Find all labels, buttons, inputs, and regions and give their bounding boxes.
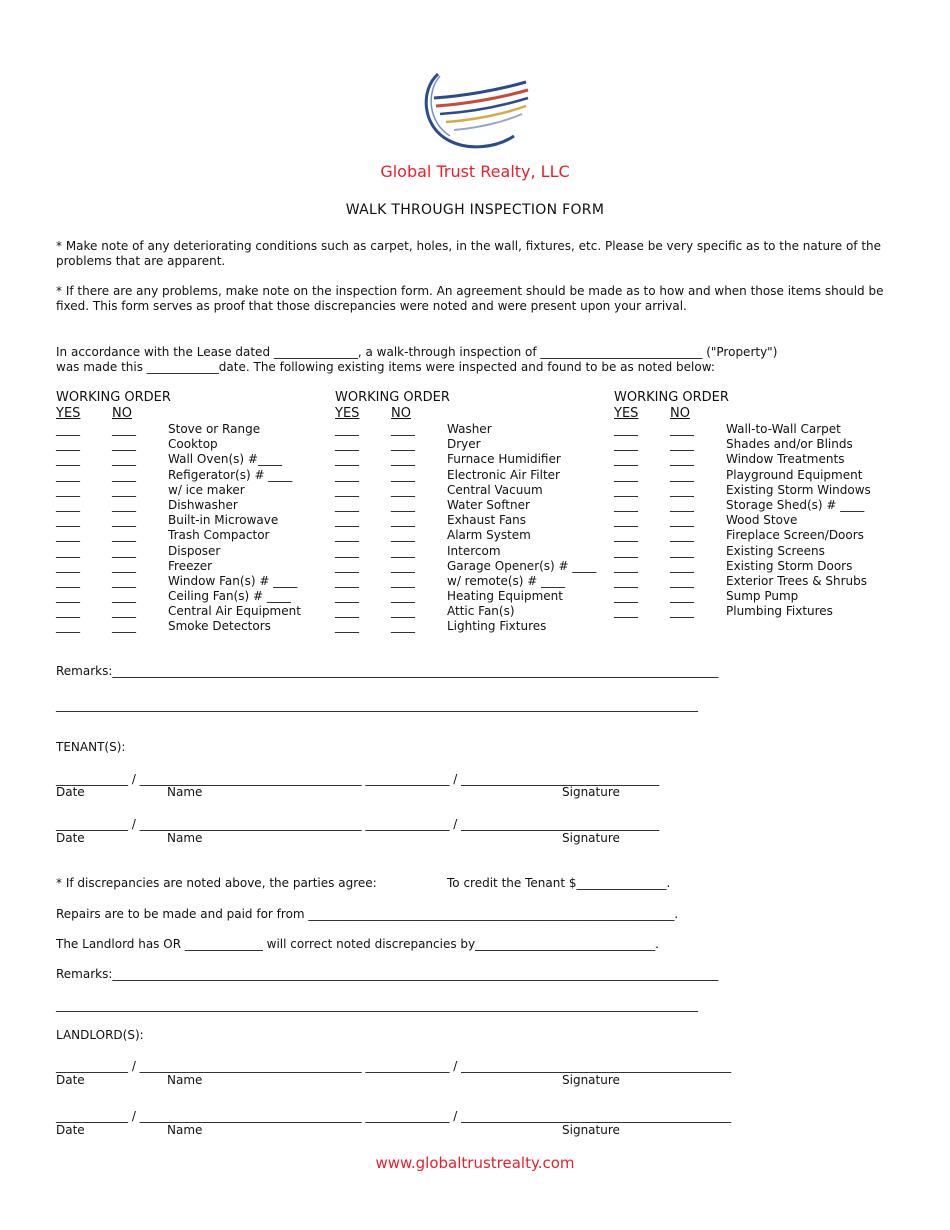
checklist-item [614,437,894,452]
no-blank[interactable]: ____ [112,604,136,619]
working-order-heading: WORKING ORDER [56,390,171,405]
checklist-item [56,528,336,543]
landlord-signature-label: Signature [562,1073,620,1087]
company-name: Global Trust Realty, LLC [380,162,570,181]
checklist-item [56,619,336,634]
remarks-line[interactable]: Remarks:_____________________________________________________________________________________________________ [56,664,719,678]
discrepancies-agreement: * If discrepancies are noted above, the parties agree: [56,876,377,890]
working-order-heading: WORKING ORDER [614,390,729,405]
checklist-item-label: Stove or Range [168,422,261,436]
yes-blank[interactable]: ____ [56,422,80,436]
checklist-item [614,513,894,528]
yes-label: YES [56,406,81,421]
yes-blank[interactable]: ____ [614,422,638,436]
no-blank[interactable]: ____ [670,573,694,588]
no-blank[interactable]: ____ [391,497,415,512]
checklist-item-label: Dishwasher [168,497,238,512]
no-blank[interactable]: ____ [391,604,415,619]
yes-blank[interactable]: ____ [56,467,80,482]
checklist-item [335,528,615,543]
intro-line-1: In accordance with the Lease dated ______________, a walk-through inspection of ___________________________ ("Property") [56,345,778,359]
checklist-item [614,452,894,467]
no-blank[interactable]: ____ [670,482,694,497]
tenant-heading: TENANT(S): [56,740,126,754]
checklist-item [56,559,336,574]
checklist-item-label: Alarm System [447,528,531,543]
checklist-item-label: Built-in Microwave [168,513,279,528]
no-blank[interactable]: ____ [112,543,136,558]
no-blank[interactable]: ____ [391,543,415,558]
checklist-item-label: Exhaust Fans [447,513,527,528]
checklist-item-label: Existing Storm Doors [726,558,853,573]
tenant-signature-line-2[interactable]: ____________ / _____________________________________ ______________ / _________________________________ [56,817,660,831]
yes-blank[interactable]: ____ [335,482,359,497]
checklist-item [335,589,615,604]
no-blank[interactable]: ____ [670,467,694,482]
yes-blank[interactable]: ____ [614,528,638,543]
yes-blank[interactable]: ____ [335,513,359,528]
checklist-item-label: Refigerator(s) # ____ [168,467,293,482]
checklist-item [614,559,894,574]
checklist-item [335,468,615,483]
checklist-item-label: Storage Shed(s) # ____ [726,497,865,512]
no-blank[interactable]: ____ [112,437,136,452]
tenant-date-label: Date [56,785,85,799]
yes-blank[interactable]: ____ [335,558,359,573]
yes-label: YES [614,406,639,421]
no-blank[interactable]: ____ [670,528,694,543]
checklist-column-3 [614,390,894,619]
checklist-item-label: Existing Screens [726,543,825,558]
yes-blank[interactable]: ____ [56,452,80,467]
checklist-item [56,589,336,604]
no-blank[interactable]: ____ [391,573,415,588]
yes-blank[interactable]: ____ [335,437,359,452]
no-blank[interactable]: ____ [670,422,694,436]
no-blank[interactable]: ____ [112,528,136,543]
checklist-item [335,619,615,634]
checklist-item [614,589,894,604]
checklist-item [56,452,336,467]
checklist-column-1 [56,390,336,635]
checklist-item-label: Dryer [447,437,481,452]
no-blank[interactable]: ____ [670,513,694,528]
no-blank[interactable]: ____ [670,589,694,604]
checklist-item [335,513,615,528]
checklist-item-label: Window Treatments [726,452,845,467]
yes-blank[interactable]: ____ [56,604,80,619]
landlord-correct-field[interactable]: The Landlord has OR _____________ will correct noted discrepancies by______________________________. [56,937,659,951]
yes-blank[interactable]: ____ [614,452,638,467]
checklist-item-label: Wall Oven(s) #____ [168,452,282,467]
working-order-heading: WORKING ORDER [335,390,450,405]
yes-blank[interactable]: ____ [614,497,638,512]
yes-blank[interactable]: ____ [56,437,80,452]
yes-blank[interactable]: ____ [614,573,638,588]
yes-blank[interactable]: ____ [335,589,359,604]
checklist-item [335,604,615,619]
no-blank[interactable]: ____ [112,619,136,634]
checklist-item-label: Central Air Equipment [168,604,301,619]
no-blank[interactable]: ____ [112,589,136,604]
checklist-item-label: Furnace Humidifier [447,452,561,467]
checklist-item [56,498,336,513]
checklist-item-label: Wood Stove [726,513,798,528]
checklist-item [335,544,615,559]
no-blank[interactable]: ____ [391,589,415,604]
checklist-item-label: Exterior Trees & Shrubs [726,573,867,588]
company-logo [416,56,536,156]
yes-blank[interactable]: ____ [335,422,359,436]
checklist-item-label: Attic Fan(s) [447,604,515,619]
checklist-item [335,483,615,498]
checklist-item-label: w/ remote(s) # ____ [447,573,566,588]
checklist-item-label: Window Fan(s) # ____ [168,573,298,588]
checklist-item [56,574,336,589]
checklist-item [56,468,336,483]
yes-blank[interactable]: ____ [614,558,638,573]
yes-blank[interactable]: ____ [335,528,359,543]
yes-blank[interactable]: ____ [614,604,638,619]
checklist-item [335,498,615,513]
yes-no-header [56,406,336,422]
note-problems-agreement: * If there are any problems, make note on the inspection form. An agreement should be made as to how and when those items should be fixed. This form serves as proof that those discrepancies were noted and were present upon your arrival. [56,284,884,313]
remarks-line-2-continued[interactable]: ___________________________________________________________________________________________________________ [56,998,698,1012]
yes-blank[interactable]: ____ [335,497,359,512]
yes-blank[interactable]: ____ [56,558,80,573]
checklist-item-label: w/ ice maker [168,482,245,497]
yes-blank[interactable]: ____ [335,573,359,588]
checklist-item-label: Fireplace Screen/Doors [726,528,864,543]
landlord-heading: LANDLORD(S): [56,1028,144,1042]
yes-blank[interactable]: ____ [614,589,638,604]
no-blank[interactable]: ____ [112,573,136,588]
landlord-date-label: Date [56,1123,85,1137]
checklist-item-label: Existing Storm Windows [726,482,871,497]
checklist-item-label: Plumbing Fixtures [726,604,833,619]
tenant-name-label: Name [167,785,203,799]
checklist-item [56,483,336,498]
landlord-signature-line-1[interactable]: ____________ / _____________________________________ ______________ / _____________________________________________ [56,1059,732,1073]
intro-line-2: was made this ____________date. The following existing items were inspected and found to be as noted below: [56,360,715,374]
checklist-item [56,604,336,619]
checklist-item [56,544,336,559]
checklist-item-label: Trash Compactor [168,528,270,543]
form-title: WALK THROUGH INSPECTION FORM [345,202,605,218]
yes-blank[interactable]: ____ [614,467,638,482]
yes-blank[interactable]: ____ [56,497,80,512]
yes-blank[interactable]: ____ [614,543,638,558]
checklist-item [56,513,336,528]
checklist-item [335,559,615,574]
no-blank[interactable]: ____ [670,558,694,573]
yes-blank[interactable]: ____ [56,528,80,543]
yes-blank[interactable]: ____ [614,437,638,452]
yes-blank[interactable]: ____ [56,573,80,588]
checklist-item-label: Smoke Detectors [168,619,271,634]
checklist-item [335,422,615,437]
no-blank[interactable]: ____ [112,513,136,528]
no-label: NO [112,406,132,421]
no-blank[interactable]: ____ [112,558,136,573]
yes-blank[interactable]: ____ [335,619,359,634]
website-link[interactable]: www.globaltrustrealty.com [375,1154,575,1172]
checklist-item-label: Freezer [168,558,213,573]
checklist-item-label: Lighting Fixtures [447,619,547,634]
note-deteriorating-conditions: * Make note of any deteriorating conditions such as carpet, holes, in the wall, fixtures, etc. Please be very specific as to the nature of the problems that are apparent. [56,239,882,268]
no-blank[interactable]: ____ [670,452,694,467]
yes-blank[interactable]: ____ [56,619,80,634]
checklist-item-label: Central Vacuum [447,482,543,497]
tenant-signature-label: Signature [562,831,620,845]
yes-blank[interactable]: ____ [335,543,359,558]
checklist-item-label: Wall-to-Wall Carpet [726,422,841,436]
checklist-item [614,574,894,589]
checklist-item [614,422,894,437]
yes-blank[interactable]: ____ [335,604,359,619]
no-blank[interactable]: ____ [670,437,694,452]
no-blank[interactable]: ____ [391,513,415,528]
checklist-item [614,528,894,543]
checklist-item-label: Ceiling Fan(s) # ____ [168,589,291,604]
no-blank[interactable]: ____ [670,543,694,558]
no-blank[interactable]: ____ [670,604,694,619]
landlord-signature-label: Signature [562,1123,620,1137]
checklist-item-label: Water Softner [447,497,530,512]
tenant-signature-label: Signature [562,785,620,799]
no-blank[interactable]: ____ [112,452,136,467]
checklist-item-label: Cooktop [168,437,218,452]
tenant-name-label: Name [167,831,203,845]
yes-blank[interactable]: ____ [56,543,80,558]
no-blank[interactable]: ____ [112,422,136,436]
no-label: NO [670,406,690,421]
checklist-item-label: Shades and/or Blinds [726,437,853,452]
yes-blank[interactable]: ____ [56,482,80,497]
yes-blank[interactable]: ____ [335,467,359,482]
checklist-item [614,468,894,483]
checklist-item [614,604,894,619]
no-blank[interactable]: ____ [391,528,415,543]
checklist-item [614,544,894,559]
checklist-item [56,437,336,452]
checklist-item [614,498,894,513]
yes-label: YES [335,406,360,421]
checklist-column-2 [335,390,615,635]
no-blank[interactable]: ____ [391,619,415,634]
no-blank[interactable]: ____ [112,497,136,512]
checklist-item-label: Electronic Air Filter [447,467,560,482]
yes-no-header [614,406,894,422]
checklist-item-label: Playground Equipment [726,467,863,482]
tenant-signature-line-1[interactable]: ____________ / _____________________________________ ______________ / _________________________________ [56,772,660,786]
no-blank[interactable]: ____ [391,467,415,482]
checklist-item [335,574,615,589]
yes-blank[interactable]: ____ [614,482,638,497]
yes-blank[interactable]: ____ [614,513,638,528]
no-blank[interactable]: ____ [391,558,415,573]
repairs-paid-from-field[interactable]: Repairs are to be made and paid for from _____________________________________________________________. [56,907,679,921]
checklist-item [614,483,894,498]
yes-blank[interactable]: ____ [56,513,80,528]
no-blank[interactable]: ____ [391,452,415,467]
checklist-item-label: Heating Equipment [447,589,563,604]
checklist-item-label: Intercom [447,543,501,558]
checklist-item [56,422,336,437]
no-blank[interactable]: ____ [112,482,136,497]
checklist-item-label: Washer [447,422,492,436]
landlord-date-label: Date [56,1073,85,1087]
no-blank[interactable]: ____ [391,482,415,497]
no-blank[interactable]: ____ [391,437,415,452]
no-blank[interactable]: ____ [391,422,415,436]
checklist-item-label: Sump Pump [726,589,799,604]
yes-blank[interactable]: ____ [335,452,359,467]
landlord-signature-line-2[interactable]: ____________ / _____________________________________ ______________ / _____________________________________________ [56,1109,732,1123]
no-label: NO [391,406,411,421]
yes-no-header [335,406,615,422]
checklist-item-label: Garage Opener(s) # ____ [447,558,597,573]
landlord-name-label: Name [167,1123,203,1137]
no-blank[interactable]: ____ [112,467,136,482]
remarks-line-continued[interactable]: ___________________________________________________________________________________________________________ [56,698,698,712]
checklist-item [335,437,615,452]
tenant-date-label: Date [56,831,85,845]
yes-blank[interactable]: ____ [56,589,80,604]
landlord-name-label: Name [167,1073,203,1087]
remarks-line-2[interactable]: Remarks:_____________________________________________________________________________________________________ [56,967,719,981]
checklist-item [335,452,615,467]
no-blank[interactable]: ____ [670,497,694,512]
credit-tenant-field[interactable]: To credit the Tenant $_______________. [447,876,671,890]
checklist-item-label: Disposer [168,543,221,558]
